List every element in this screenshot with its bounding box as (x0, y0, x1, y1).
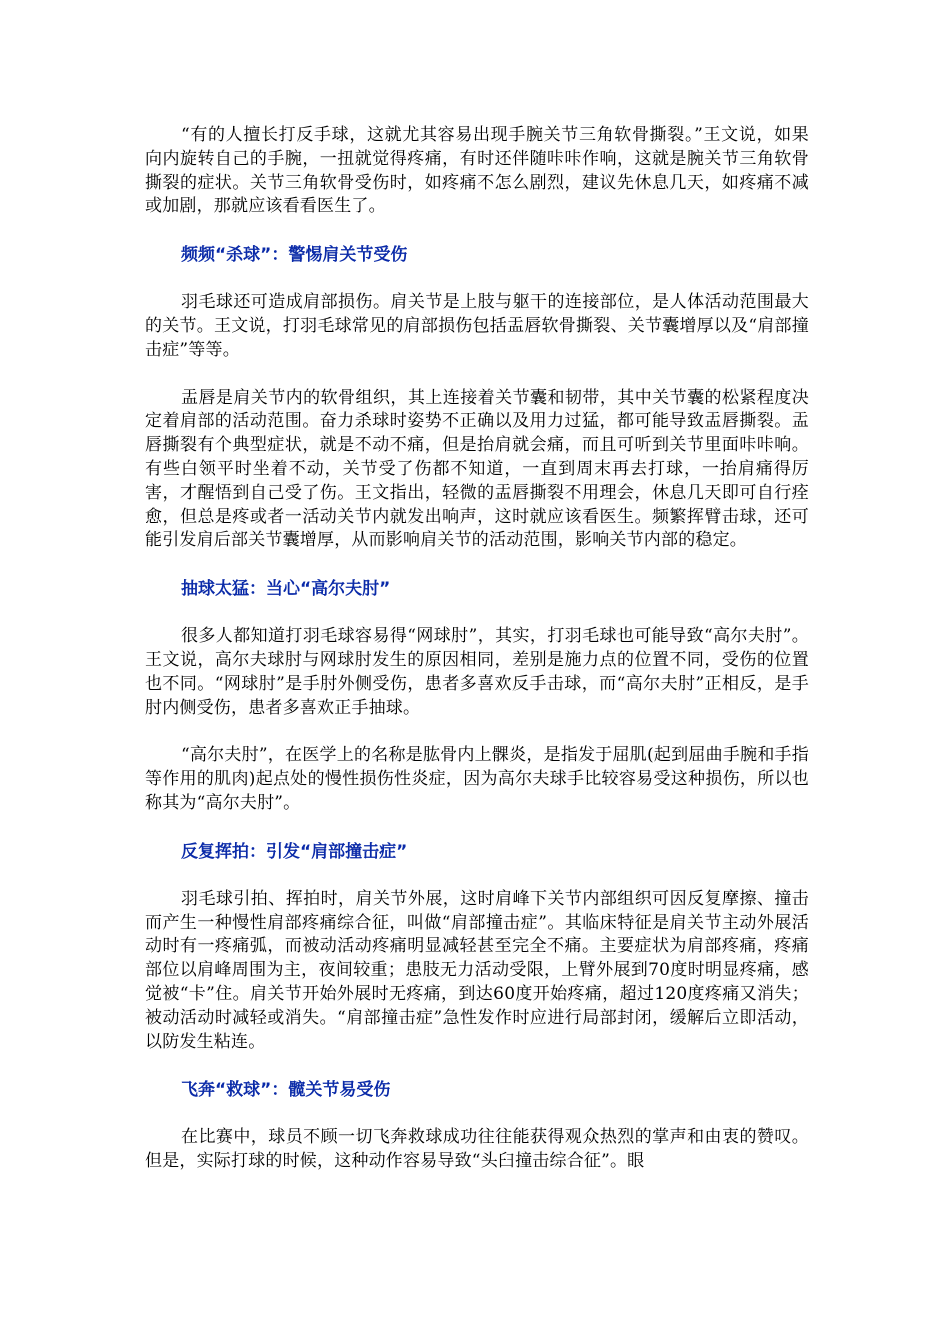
section-heading-hip: 飞奔“救球”：髋关节易受伤 (181, 1080, 391, 1101)
section-heading-impingement: 反复挥拍：引发“肩部撞击症” (181, 841, 408, 862)
paragraph-golf-elbow: 很多人都知道打羽毛球容易得“网球肘”，其实，打羽毛球也可能导致“高尔夫肘”。王文说，高尔夫球肘与网球肘发生的原因相同，差别是施力点的位置不同，受伤的位置也不同。“网球肘”是手肘外侧受伤，患者多喜欢反手击球，而“高尔夫肘”正相反，是手肘内侧受伤，患者多喜欢正手抽球。 (145, 626, 809, 718)
section-heading-golf-elbow: 抽球太猛：当心“高尔夫肘” (181, 579, 391, 600)
paragraph-labrum: 盂唇是肩关节内的软骨组织，其上连接着关节囊和韧带，其中关节囊的松紧程度决定着肩部的活动范围。奋力杀球时姿势不正确以及用力过猛，都可能导致盂唇撕裂。盂唇撕裂有个典型症状，就是不动不痛，但是抬肩就会痛，而且可听到关节里面咔咔响。有些白领平时坐着不动，关节受了伤都不知道，一直到周末再去打球，一抬肩痛得厉害，才醒悟到自己受了伤。王文指出，轻微的盂唇撕裂不用理会，休息几天即可自行痊愈，但总是疼或者一活动关节内就发出响声，这时就应该看医生。频繁挥臂击球，还可能引发肩后部关节囊增厚，从而影响肩关节的活动范围，影响关节内部的稳定。 (145, 387, 809, 551)
paragraph-hip: 在比赛中，球员不顾一切飞奔救球成功往往能获得观众热烈的掌声和由衷的赞叹。但是，实际打球的时候，这种动作容易导致“头臼撞击综合征”。眼 (145, 1127, 809, 1172)
paragraph-wrist-injury: “有的人擅长打反手球，这就尤其容易出现手腕关节三角软骨撕裂。”王文说，如果向内旋转自己的手腕，一扭就觉得疼痛，有时还伴随咔咔作响，这就是腕关节三角软骨撕裂的症状。关节三角软骨受伤时，如疼痛不怎么剧烈，建议先休息几天，如疼痛不减或加剧，那就应该看看医生了。 (145, 125, 809, 217)
paragraph-shoulder-intro: 羽毛球还可造成肩部损伤。肩关节是上肢与躯干的连接部位，是人体活动范围最大的关节。王文说，打羽毛球常见的肩部损伤包括盂唇软骨撕裂、关节囊增厚以及“肩部撞击症”等等。 (145, 292, 809, 360)
section-heading-shoulder: 频频“杀球”：警惕肩关节受伤 (181, 245, 408, 266)
article-body (145, 124, 809, 1198)
paragraph-golf-elbow-medical: “高尔夫肘”，在医学上的名称是肱骨内上髁炎，是指发于屈肌(起到屈曲手腕和手指等作用的肌肉)起点处的慢性损伤性炎症，因为高尔夫球手比较容易受这种损伤，所以也称其为“高尔夫肘”。 (145, 745, 809, 813)
paragraph-impingement: 羽毛球引拍、挥拍时，肩关节外展，这时肩峰下关节内部组织可因反复摩擦、撞击而产生一种慢性肩部疼痛综合征，叫做“肩部撞击症”。其临床特征是肩关节主动外展活动时有一疼痛弧，而被动活动疼痛明显减轻甚至完全不痛。主要症状为肩部疼痛，疼痛部位以肩峰周围为主，夜间较重；患肢无力活动受限，上臂外展到70度时明显疼痛，感觉被“卡”住。肩关节开始外展时无疼痛，到达60度开始疼痛，超过120度疼痛又消失；被动活动时减轻或消失。“肩部撞击症”急性发作时应进行局部封闭，缓解后立即活动，以防发生粘连。 (145, 888, 809, 1052)
